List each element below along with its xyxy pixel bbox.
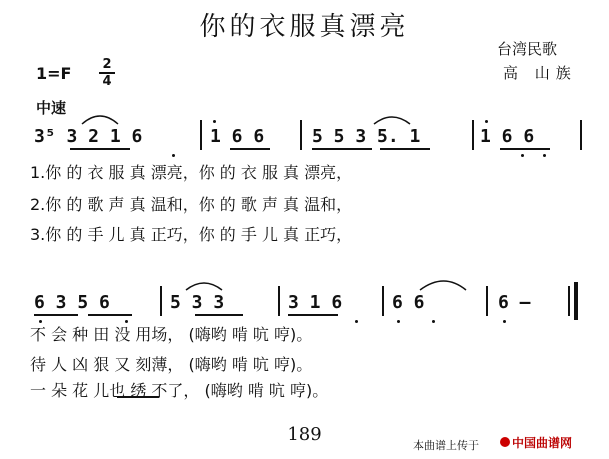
tempo-marking: 中速 xyxy=(36,99,67,117)
ethnic-group: 高 山族 xyxy=(503,64,577,82)
site-logo: 中国曲谱网 xyxy=(512,436,573,450)
lyric-verse-1-line-2: 不 会 种 田 没 用场， (嗨哟 啃 吭 哼)。 xyxy=(30,325,313,344)
measure-6: 5 3 3 xyxy=(170,292,225,313)
measure-8: 6 6 xyxy=(392,292,425,313)
lyric-verse-2-line-1: 2.你 的 歌 声 真 温和，你 的 歌 声 真 温和， xyxy=(30,195,353,214)
slur xyxy=(186,283,222,290)
time-signature-bottom: 4 xyxy=(102,74,112,89)
site-logo-icon xyxy=(500,437,510,447)
upload-note: 本曲谱上传于 xyxy=(413,439,479,452)
slur xyxy=(374,117,410,124)
lyric-verse-3-line-2: 一 朵 花 儿也 绣 不了， (嗨哟 啃 吭 哼)。 xyxy=(30,381,329,400)
measure-2: 1 6 6 xyxy=(210,126,265,147)
measure-1: 3⁵ 3 2 1 6 xyxy=(34,126,143,147)
page-number: 189 xyxy=(287,424,322,445)
song-origin: 台湾民歌 xyxy=(497,40,558,58)
slur xyxy=(420,281,466,290)
measure-4: 1 6 6 xyxy=(480,126,535,147)
measure-9: 6 – xyxy=(498,292,531,313)
measure-5: 6 3 5 6 xyxy=(34,292,110,313)
song-title: 你的衣服真漂亮 xyxy=(199,12,410,42)
measure-3: 5 5 3 5. 1 xyxy=(312,126,421,147)
time-signature-top: 2 xyxy=(102,57,112,72)
key-signature: 1=F xyxy=(36,64,72,83)
lyric-verse-2-line-2: 待 人 凶 狠 又 刻薄， (嗨哟 啃 吭 哼)。 xyxy=(30,355,313,374)
measure-7: 3 1 6 xyxy=(288,292,343,313)
slur xyxy=(82,116,118,124)
lyric-verse-1-line-1: 1.你 的 衣 服 真 漂亮，你 的 衣 服 真 漂亮， xyxy=(30,163,353,182)
lyric-verse-3-line-1: 3.你 的 手 儿 真 正巧，你 的 手 儿 真 正巧， xyxy=(30,225,353,244)
